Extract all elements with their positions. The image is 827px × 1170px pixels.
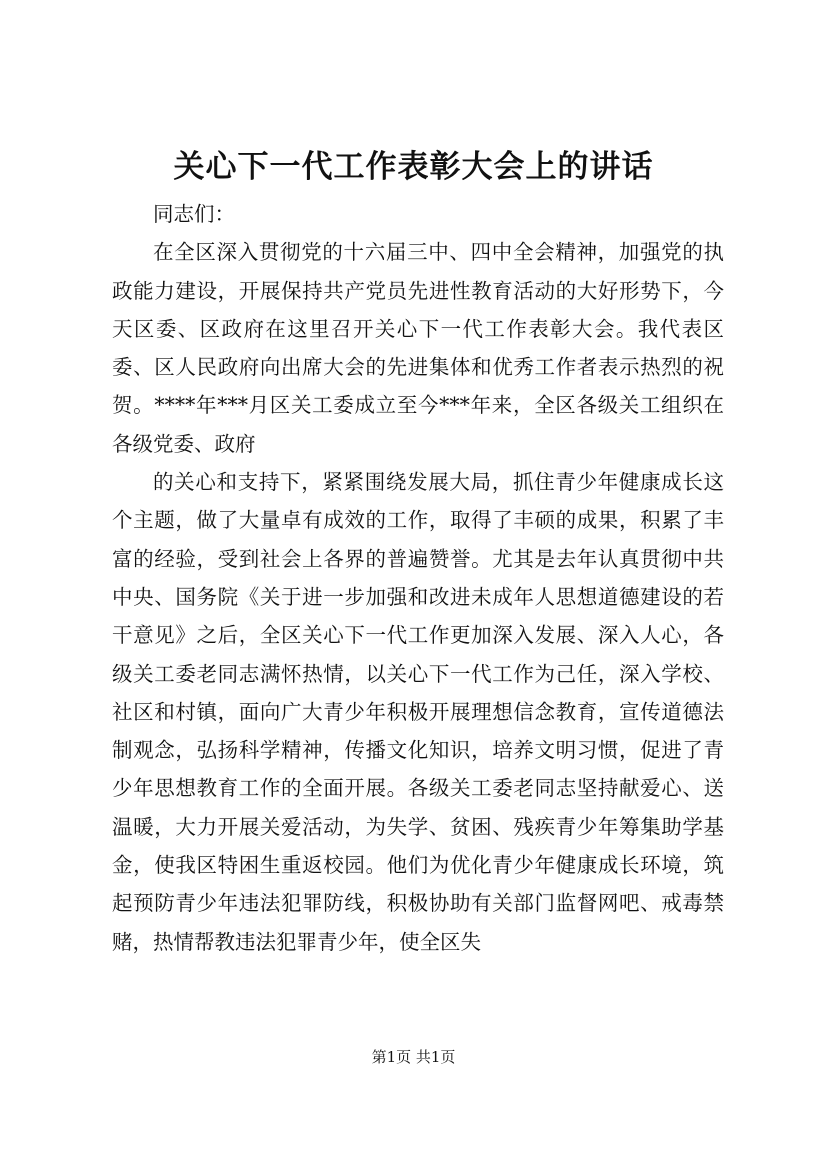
document-body [112, 195, 724, 961]
paragraph-1: 在全区深入贯彻党的十六届三中、四中全会精神，加强党的执政能力建设，开展保持共产党员先进性教育活动的大好形势下，今天区委、区政府在这里召开关心下一代工作表彰大会。我代表区委、区人民政府向出席大会的先进集体和优秀工作者表示热烈的祝贺。****年***月区关工委成立至今***年来，全区各级关工组织在各级党委、政府 [112, 240, 724, 456]
page-footer: 第1页 共1页 [371, 1048, 456, 1066]
salutation: 同志们： [153, 202, 235, 226]
paragraph-2: 的关心和支持下，紧紧围绕发展大局，抓住青少年健康成长这个主题，做了大量卓有成效的工作，取得了丰硕的成果，积累了丰富的经验，受到社会上各界的普遍赞誉。尤其是去年认真贯彻中共中央、国务院《关于进一步加强和改进未成年人思想道德建设的若干意见》之后，全区关心下一代工作更加深入发展、深入人心，各级关工委老同志满怀热情，以关心下一代工作为己任，深入学校、社区和村镇，面向广大青少年积极开展理想信念教育，宣传道德法制观念，弘扬科学精神，传播文化知识，培养文明习惯，促进了青少年思想教育工作的全面开展。各级关工委老同志坚持献爱心、送温暖，大力开展关爱活动，为失学、贫困、残疾青少年筹集助学基金，使我区特困生重返校园。他们为优化青少年健康成长环境，筑起预防青少年违法犯罪防线，积极协助有关部门监督网吧、戒毒禁赌，热情帮教违法犯罪青少年，使全区失 [112, 470, 724, 954]
document-title: 关心下一代工作表彰大会上的讲话 [173, 149, 654, 185]
